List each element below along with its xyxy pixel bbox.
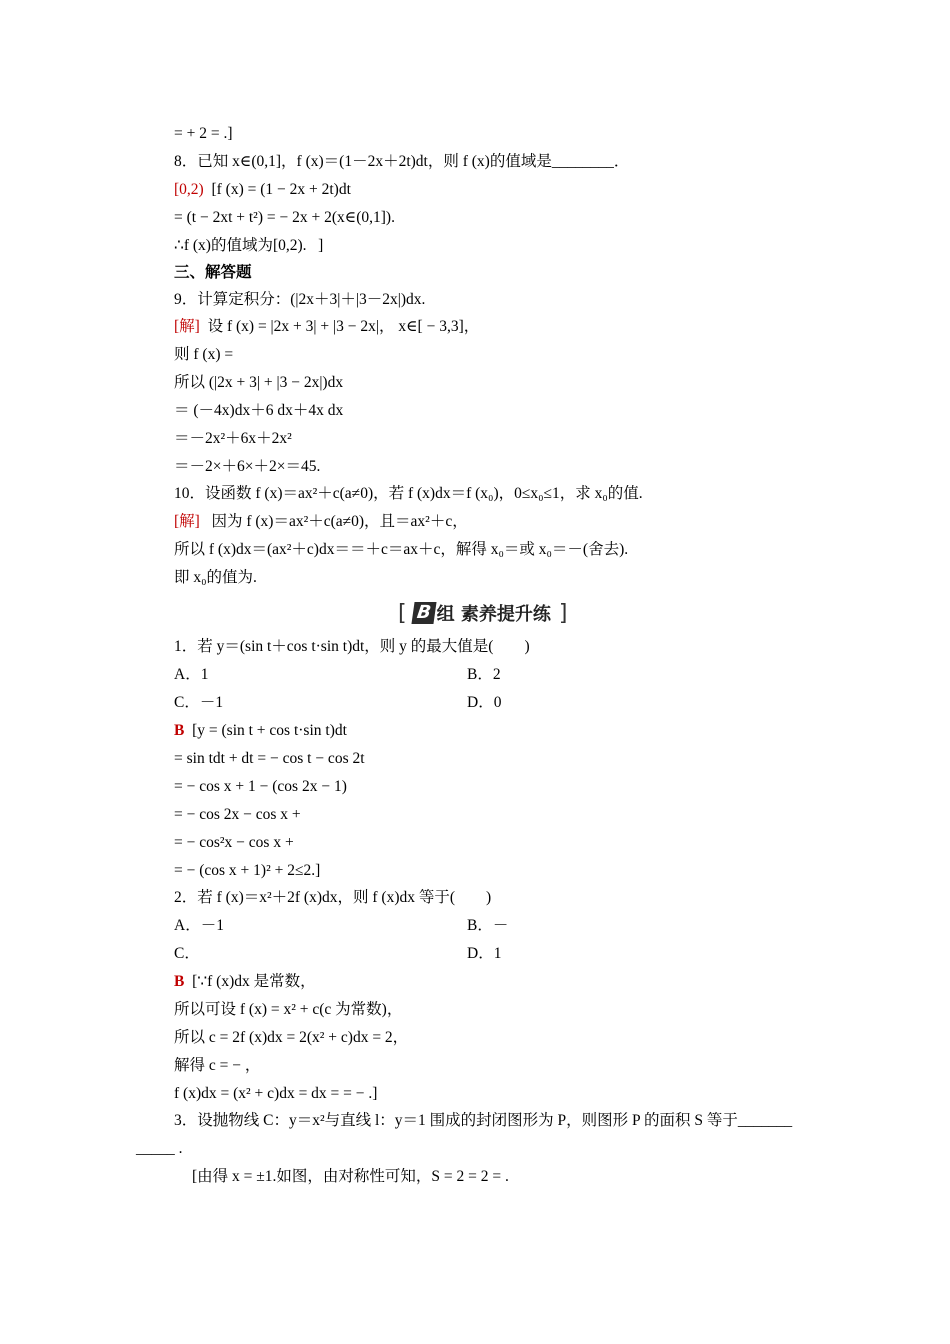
b-answer-2-line-1 [174, 972, 316, 992]
b-question-2: 2．若 f (x)＝x²＋2f (x)dx，则 f (x)dx 等于( ) [174, 889, 492, 906]
answer-8-line-3: ∴f (x)的值域为[0,2). ] [174, 237, 324, 254]
banner-open-bracket: [ [398, 600, 407, 626]
section-heading: 三、解答题 [174, 264, 252, 281]
section-b-banner [398, 598, 567, 628]
answer-8-line-2: = (t − 2xt + t²) = − 2x + 2(x∈(0,1]). [174, 209, 395, 226]
b-answer-2-line-5: f (x)dx = (x² + c)dx = dx = = − .] [174, 1085, 378, 1102]
b-answer-1-line-1 [174, 721, 347, 741]
b-question-1: 1．若 y＝(sin t＋cos t·sin t)dt，则 y 的最大值是( ) [174, 638, 530, 655]
option-a: A．－1 [174, 917, 224, 934]
solution-9-line-4: ＝ (－4x)dx＋6 dx＋4x dx [174, 402, 344, 419]
solution-9-line-3: 所以 (|2x + 3| + |3 − 2x|)dx [174, 374, 344, 391]
option-c: C．－1 [174, 694, 224, 711]
option-b: B．－ [467, 917, 509, 934]
solution-9-line-1 [174, 317, 479, 337]
solution-9-line-2: 则 f (x) = [174, 346, 234, 363]
solution-10-text: 因为 f (x)＝ax²＋c(a≠0)，且＝ax²＋c， [199, 513, 468, 530]
option-d: D．0 [467, 694, 502, 711]
option-b: B．2 [467, 666, 501, 683]
question-10: 10．设函数 f (x)＝ax²＋c(a≠0)，若 f (x)dx＝f (x₀)，0≤x₀≤1，求 x₀的值. [174, 485, 643, 502]
b-answer-1-line-4: = − cos 2x − cos x + [174, 806, 301, 823]
b-answer-2-text: [∵f (x)dx 是常数， [184, 973, 316, 990]
b-answer-1-line-2: = sin tdt + dt = − cos t − cos 2t [174, 750, 365, 767]
banner-close-bracket: ] [558, 600, 568, 626]
solution-label: [解] [174, 318, 200, 335]
solution-label: [解] [174, 513, 200, 530]
banner-letter-badge: B [411, 602, 436, 624]
question-8: 8．已知 x∈(0,1]，f (x)＝(1－2x＋2t)dt，则 f (x)的值域是________． [174, 153, 630, 170]
line-1: = + 2 = .] [174, 125, 233, 142]
b-answer-1-line-3: = − cos x + 1 − (cos 2x − 1) [174, 778, 347, 795]
b-answer-1-text: [y = (sin t + cos t·sin t)dt [184, 722, 347, 739]
solution-10-line-2: 所以 f (x)dx＝(ax²＋c)dx＝＝＋c＝ax＋c，解得 x₀＝或 x₀＝－(舍去). [174, 541, 629, 558]
b-question-3: 3．设抛物线 C：y＝x²与直线 l：y＝1 围成的封闭图形为 P，则图形 P 的面积 S 等于_______ [174, 1112, 793, 1129]
option-d: D．1 [467, 945, 502, 962]
b-answer-2-line-4: 解得 c = − ， [174, 1057, 261, 1074]
b-answer-2-line-2: 所以可设 f (x) = x² + c(c 为常数)， [174, 1001, 403, 1018]
solution-10-line-1 [174, 512, 468, 532]
option-c: C． [174, 945, 200, 962]
solution-9-text: 设 f (x) = |2x + 3| + |3 − 2x|， x∈[ − 3,3]， [199, 318, 480, 335]
b-answer-3-line-1: [由得 x = ±1.如图，由对称性可知，S = 2 = 2 = . [192, 1168, 509, 1185]
b-question-3-continued: _____ . [136, 1140, 183, 1157]
answer-choice: B [174, 973, 185, 990]
option-a: A．1 [174, 666, 209, 683]
banner-title: 组 素养提升练 [436, 604, 551, 625]
question-9: 9．计算定积分：(|2x＋3|＋|3－2x|)dx. [174, 291, 426, 308]
b-answer-1-line-6: = − (cos x + 1)² + 2≤2.] [174, 862, 321, 879]
solution-9-line-6: ＝－2×＋6×＋2×＝45. [174, 458, 321, 475]
solution-9-line-5: ＝－2x²＋6x＋2x² [174, 430, 292, 447]
answer-8-line-1 [174, 180, 351, 200]
answer-choice: B [174, 722, 185, 739]
b-answer-1-line-5: = − cos²x − cos x + [174, 834, 294, 851]
answer-8-result: [0,2) [174, 181, 204, 198]
b-answer-2-line-3: 所以 c = 2f (x)dx = 2(x² + c)dx = 2， [174, 1029, 409, 1046]
answer-8-derivation: [f (x) = (1 − 2x + 2t)dt [203, 181, 351, 198]
solution-10-line-3: 即 x₀的值为. [174, 569, 257, 586]
